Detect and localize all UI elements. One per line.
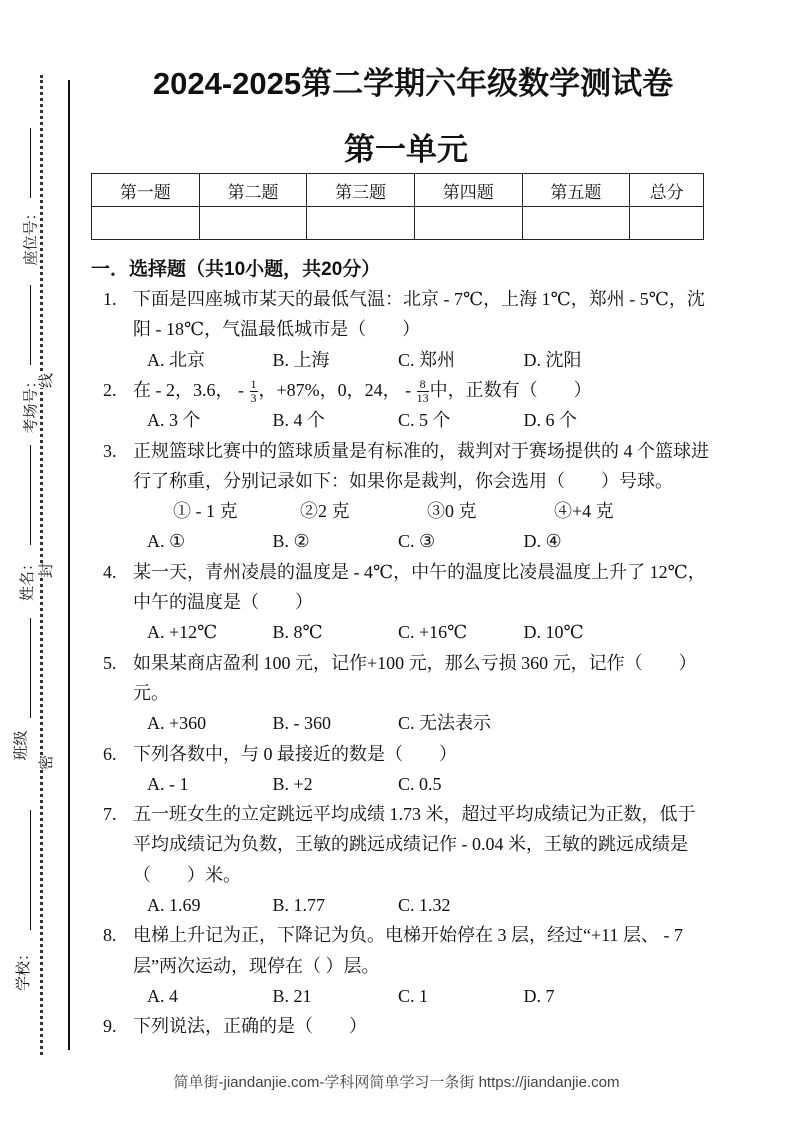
question (103, 648, 753, 739)
question-number: 3. (103, 440, 117, 461)
question (103, 799, 753, 920)
answer-option[interactable]: C. 1.32 (398, 895, 451, 916)
score-header: 第四题 (414, 174, 522, 207)
question (103, 284, 753, 375)
question-number: 9. (103, 1016, 117, 1037)
answer-options (133, 345, 753, 375)
answer-option[interactable]: C. 1 (398, 985, 429, 1006)
school-label: 学校： (16, 945, 33, 992)
question-text: ，+87%，0，24， - (258, 379, 416, 400)
answer-option[interactable]: D. 7 (523, 985, 555, 1006)
question-number: 5. (103, 652, 117, 673)
name-label: 姓名： (20, 555, 37, 602)
answer-option[interactable]: D. ④ (523, 531, 562, 552)
ball-weights (133, 496, 753, 526)
seat-number-label: 座位号： (23, 205, 40, 266)
answer-option[interactable]: D. 沈阳 (523, 349, 582, 370)
question-text-line: 五一班女生的立定跳远平均成绩 1.73 米，超过平均成绩记为正数，低于 (133, 804, 696, 825)
fraction (417, 378, 429, 405)
question (103, 557, 753, 648)
fraction-numerator: 8 (417, 378, 429, 392)
score-header: 第二题 (199, 174, 307, 207)
question-text-line: 下列说法，正确的是（ ） (133, 1016, 367, 1037)
question-text-line: 下列各数中，与 0 最接近的数是（ ） (133, 743, 457, 764)
question (103, 436, 753, 557)
section-heading: 一．选择题（共10小题，共20分） (91, 259, 381, 280)
fraction-numerator: 1 (250, 377, 257, 392)
question-text-line: 阳 - 18℃，气温最低城市是（ ） (133, 319, 421, 340)
question (103, 1011, 753, 1041)
answer-option[interactable]: B. +2 (272, 773, 313, 794)
class-field[interactable] (30, 618, 31, 718)
score-table (91, 173, 704, 240)
question-text-line: 中午的温度是（ ） (133, 592, 313, 613)
binding-line (68, 80, 70, 1050)
seal-char: 线 (35, 373, 56, 388)
ball-weight: ②2 克 (300, 501, 350, 522)
ball-weight: ③0 克 (427, 501, 477, 522)
answer-option[interactable]: A. 4 (147, 985, 178, 1006)
answer-option[interactable]: C. 0.5 (398, 773, 442, 794)
fraction (250, 378, 258, 405)
question-text: 中，正数有（ ） (429, 379, 592, 400)
answer-option[interactable]: A. +12℃ (147, 622, 218, 643)
score-header: 第一题 (92, 174, 200, 207)
score-header: 第五题 (522, 174, 630, 207)
question-text-line: 某一天，青州凌晨的温度是 - 4℃，中午的温度比凌晨温度上升了 12℃， (133, 561, 706, 582)
score-cell[interactable] (414, 207, 522, 240)
name-field[interactable] (30, 445, 31, 545)
answer-option[interactable]: A. - 1 (147, 773, 189, 794)
score-header: 第三题 (307, 174, 415, 207)
question-text-line: 行了称重，分别记录如下：如果你是裁判，你会选用（ ）号球。 (133, 470, 673, 491)
score-cell[interactable] (307, 207, 415, 240)
score-cell[interactable] (199, 207, 307, 240)
footer-watermark: 简单街-jiandanjie.com-学科网简单学习一条街 https://jiandanjie.com (173, 1074, 620, 1091)
question-text: 在 - 2，3.6， - (133, 379, 249, 400)
score-cell[interactable] (630, 207, 704, 240)
answer-options (133, 617, 753, 647)
question-number: 8. (103, 925, 117, 946)
question-number: 7. (103, 804, 117, 825)
question-text-line (133, 375, 753, 405)
answer-option[interactable]: A. +360 (147, 713, 207, 734)
question-number: 2. (103, 379, 117, 400)
answer-option[interactable]: B. ② (272, 531, 310, 552)
answer-option[interactable]: B. 上海 (272, 349, 330, 370)
answer-option[interactable]: B. 8℃ (272, 622, 323, 643)
answer-option[interactable]: A. 3 个 (147, 410, 201, 431)
answer-option[interactable]: C. 郑州 (398, 349, 456, 370)
question-text-line: 下面是四座城市某天的最低气温：北京 - 7℃，上海 1℃，郑州 - 5℃，沈 (133, 289, 705, 309)
question-text-line: （ ）米。 (133, 864, 241, 885)
answer-option[interactable]: A. 北京 (147, 349, 205, 370)
answer-option[interactable]: D. 6 个 (523, 410, 577, 431)
score-header: 总分 (630, 174, 704, 207)
question-number: 1. (103, 289, 117, 309)
answer-options (133, 981, 753, 1011)
answer-options (133, 708, 753, 738)
school-field[interactable] (30, 810, 31, 930)
question (103, 920, 753, 1011)
answer-option[interactable]: C. 无法表示 (398, 713, 492, 734)
exam-title: 2024-2025第二学期六年级数学测试卷 (152, 66, 674, 101)
ball-weight: ① - 1 克 (173, 501, 238, 522)
answer-option[interactable]: B. 21 (272, 985, 312, 1006)
question-text-line: 电梯上升记为正，下降记为负。电梯开始停在 3 层，经过“+11 层、 - 7 (133, 925, 683, 946)
answer-options (133, 405, 753, 435)
answer-option[interactable]: A. 1.69 (147, 895, 201, 916)
question-number: 6. (103, 743, 117, 764)
answer-options (133, 769, 753, 799)
answer-options (133, 890, 753, 920)
question (103, 375, 753, 436)
exam-room-label: 考场号： (23, 373, 40, 434)
unit-title: 第一单元 (344, 132, 468, 167)
fraction-denominator: 3 (250, 391, 257, 406)
question-text-line: 平均成绩记为负数，王敏的跳远成绩记作 - 0.04 米，王敏的跳远成绩是 (133, 834, 688, 855)
seal-char: 密 (35, 755, 56, 770)
answer-options (133, 526, 753, 556)
question-number: 4. (103, 561, 117, 582)
answer-option[interactable]: B. 4 个 (272, 410, 326, 431)
answer-option[interactable]: A. ① (147, 531, 186, 552)
answer-option[interactable]: D. 10℃ (523, 622, 584, 643)
seal-char: 封 (35, 563, 56, 578)
question-text-line: 元。 (133, 682, 169, 703)
question-text-line: 层”两次运动，现停在（ ）层。 (133, 955, 380, 976)
ball-weight: ④+4 克 (554, 501, 614, 522)
question (103, 739, 753, 800)
answer-option[interactable]: B. 1.77 (272, 895, 326, 916)
question-text-line: 如果某商店盈利 100 元，记作+100 元，那么亏损 360 元，记作（ ） (133, 652, 697, 673)
answer-option[interactable]: C. ③ (398, 531, 436, 552)
class-label: 班级 (13, 730, 30, 761)
exam-room-field[interactable] (30, 285, 31, 365)
answer-option[interactable]: C. +16℃ (398, 622, 468, 643)
question-list (103, 284, 753, 1042)
score-cell[interactable] (92, 207, 200, 240)
answer-option[interactable]: C. 5 个 (398, 410, 451, 431)
answer-option[interactable]: B. - 360 (272, 713, 331, 734)
fraction-denominator: 13 (416, 391, 429, 406)
score-cell[interactable] (522, 207, 630, 240)
question-text-line: 正规篮球比赛中的篮球质量是有标准的，裁判对于赛场提供的 4 个篮球进 (133, 440, 709, 461)
